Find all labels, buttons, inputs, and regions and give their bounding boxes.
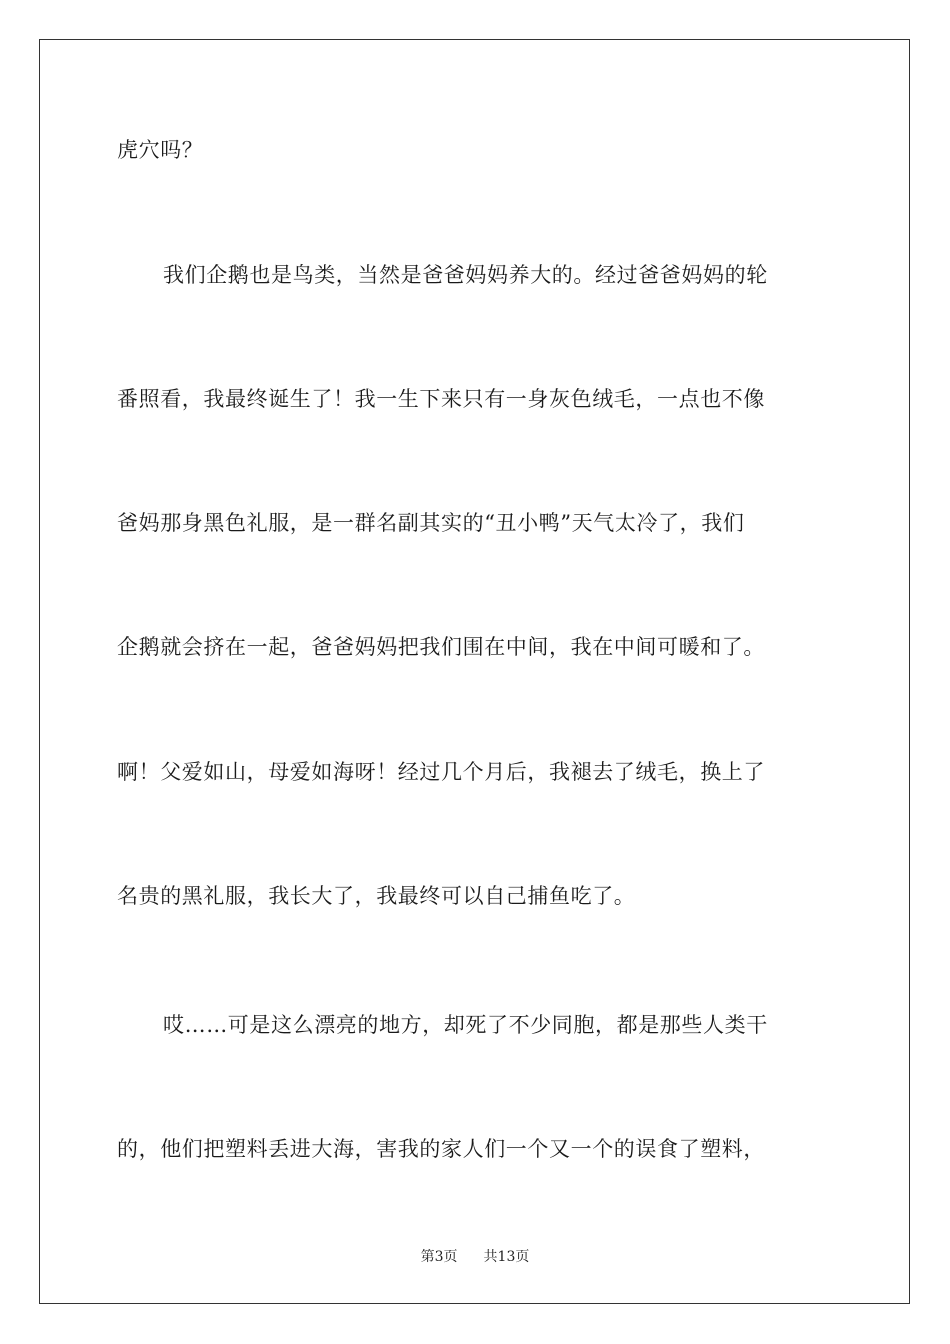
paragraph-1-line-3: 爸妈那身黑色礼服，是一群名副其实的“丑小鸭”天气太冷了，我们 <box>117 511 745 535</box>
paragraph-1-line-4: 企鹅就会挤在一起，爸爸妈妈把我们围在中间，我在中间可暖和了。 <box>117 635 765 659</box>
paragraph-1-line-5: 啊！父爱如山，母爱如海呀！经过几个月后，我褪去了绒毛，换上了 <box>117 760 765 784</box>
page-number: 第3页 <box>420 1249 458 1265</box>
page-total: 共13页 <box>483 1249 530 1265</box>
page-border <box>39 39 910 1304</box>
paragraph-2-line-2: 的，他们把塑料丢进大海，害我的家人们一个又一个的误食了塑料， <box>117 1137 765 1161</box>
text-line-1: 虎穴吗？ <box>117 138 204 162</box>
page-footer <box>0 1248 950 1266</box>
paragraph-1-line-1: 我们企鹅也是鸟类，当然是爸爸妈妈养大的。经过爸爸妈妈的轮 <box>163 263 768 287</box>
paragraph-1-line-2: 番照看，我最终诞生了！我一生下来只有一身灰色绒毛，一点也不像 <box>117 387 765 411</box>
paragraph-2-line-1: 哎……可是这么漂亮的地方，却死了不少同胞，都是那些人类干 <box>163 1013 768 1037</box>
paragraph-1-line-6: 名贵的黑礼服，我长大了，我最终可以自己捕鱼吃了。 <box>117 884 636 908</box>
